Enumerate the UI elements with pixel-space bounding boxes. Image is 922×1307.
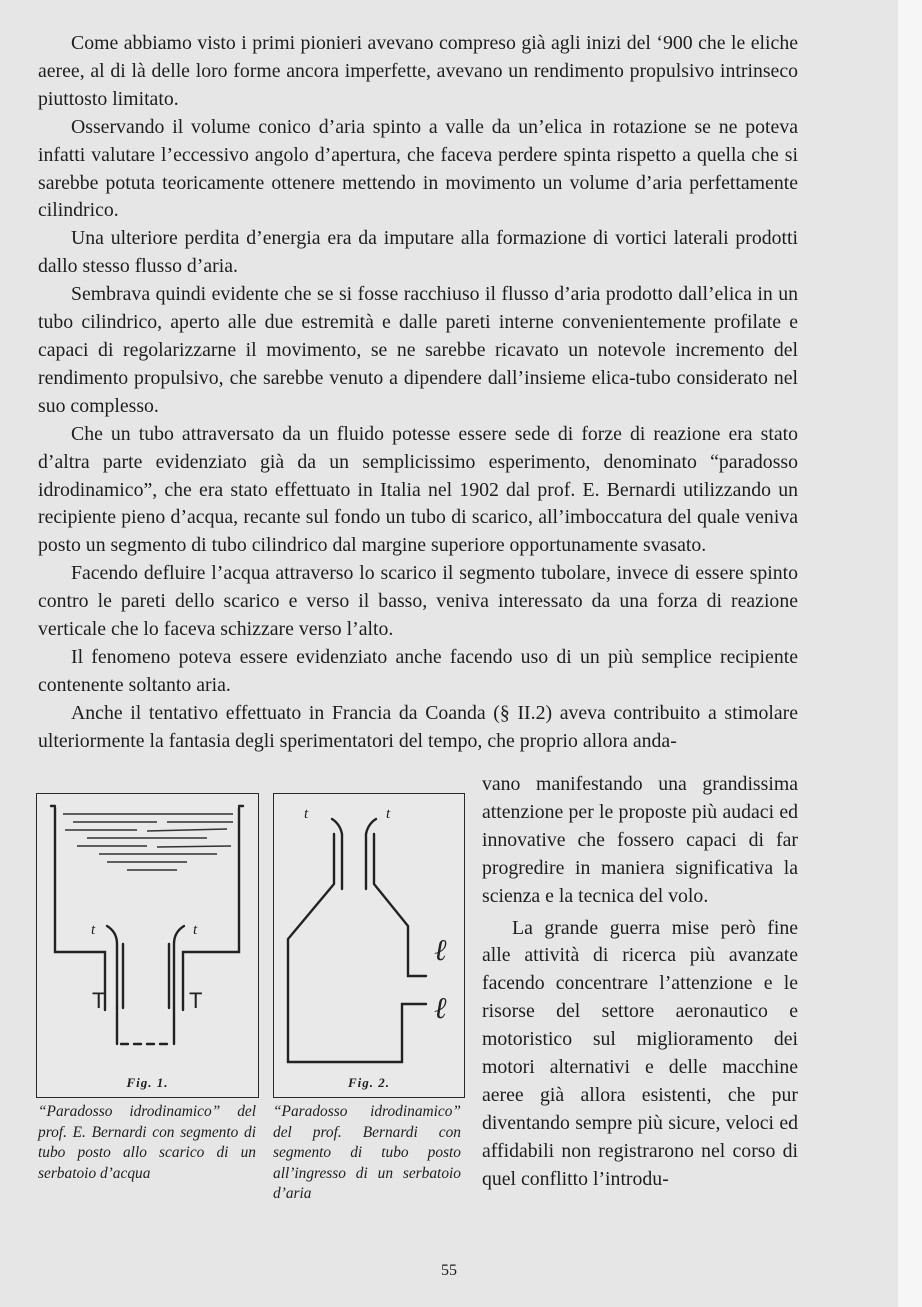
paragraph-2: Osservando il volume conico d’aria spinto a valle da un’elica in rotazione se ne poteva infatti valutare l’eccessivo angolo d’apertura, che faceva perdere spinta rispetto a quella che si sarebbe potuta teoricamente ottenere mettendo in movimento un volume d’aria perfettamente cilindrico. — [38, 115, 798, 222]
paragraph-6: Facendo defluire l’acqua attraverso lo scarico il segmento tubolare, invece di essere spinto contro le pareti dello scarico e verso il basso, veniva interessato da una forza di reazione verticale che lo faceva schizzare verso l’alto. — [38, 562, 798, 641]
fig1-mark-t-left: t — [91, 922, 96, 938]
page-number: 55 — [441, 1262, 457, 1279]
paragraph-4: Sembrava quindi evidente che se si fosse racchiuso il flusso d’aria prodotto dall’elica in un tubo cilindrico, aperto alle due estremità e dalle pareti interne convenientemente profilate e capaci di regolarizzarne il movimento, se ne sarebbe ricavato un notevole incremento del rendimento propulsivo, che sarebbe venuto a dipendere dall’insieme elica-tubo considerato nel suo complesso. — [38, 283, 798, 417]
body-text — [38, 30, 798, 756]
paragraph-7: Il fenomeno poteva essere evidenziato anche facendo uso di un più semplice recipiente contenente soltanto aria. — [38, 645, 798, 696]
figure-2-caption: “Paradosso idrodinamico” del prof. Bernardi con segmento di tubo posto all’ingresso di un serbatoio d’aria — [273, 1103, 461, 1202]
page-edge — [898, 0, 922, 1307]
fig2-mark-t-left: t — [304, 806, 309, 822]
figure-1-label: Fig. 1. — [126, 1075, 169, 1090]
air-reservoir-diagram — [274, 794, 464, 1097]
fig2-mark-t-right: t — [386, 806, 391, 822]
side-text — [482, 771, 798, 1194]
figure-2 — [273, 793, 465, 1098]
side-paragraph-1: vano manifestando una grandissima attenzione per le proposte più audaci ed innovative che fossero capaci di far progredire in maniera significativa la scienza e la tecnica del volo. — [482, 773, 798, 907]
fig2-mark-l-top: ℓ — [434, 934, 447, 967]
paragraph-8: Anche il tentativo effettuato in Francia da Coanda (§ II.2) aveva contribuito a stimolare ulteriormente la fantasia degli sperimentatori del tempo, che proprio allora anda- — [38, 701, 798, 752]
figure-1 — [36, 793, 259, 1098]
fig1-mark-T-left: T — [92, 988, 106, 1013]
paragraph-1: Come abbiamo visto i primi pionieri avevano compreso già agli inizi del ‘900 che le eliche aeree, al di là delle loro forme ancora imperfette, avevano un rendimento propulsivo intrinseco piuttosto limitato. — [38, 32, 798, 110]
figure-2-label: Fig. 2. — [347, 1075, 391, 1090]
side-paragraph-2: La grande guerra mise però fine alle attività di ricerca più avanzate facendo concentrare l’attenzione e le risorse del settore aeronautico e motoristico sul miglioramento dei motori alternativi e delle macchine aeree già allora esistenti, che pur diventando sempre più sicure, veloci ed affidabili non registrarono nel corso di quel conflitto l’introdu- — [482, 916, 798, 1190]
paragraph-5: Che un tubo attraversato da un fluido potesse essere sede di forze di reazione era stato d’altra parte evidenziato già da un semplicissimo esperimento, denominato “paradosso idrodinamico”, che era stato effettuato in Italia nel 1902 dal prof. E. Bernardi utilizzando un recipiente pieno d’acqua, recante sul fondo un tubo di scarico, all’imboccatura del quale veniva posto un segmento di tubo cilindrico dal margine superiore opportunamente svasato. — [38, 422, 798, 557]
fig2-mark-l-bottom: ℓ — [434, 992, 447, 1025]
fig1-mark-T-right: T — [189, 988, 203, 1013]
fig1-mark-t-right: t — [193, 922, 198, 938]
paragraph-3: Una ulteriore perdita d’energia era da imputare alla formazione di vortici laterali prodotti dallo stesso flusso d’aria. — [38, 227, 798, 278]
water-tank-diagram — [37, 794, 258, 1097]
figure-1-caption: “Paradosso idrodinamico” del prof. E. Bernardi con segmento di tubo posto allo scarico di un serbatoio d’acqua — [38, 1103, 256, 1182]
